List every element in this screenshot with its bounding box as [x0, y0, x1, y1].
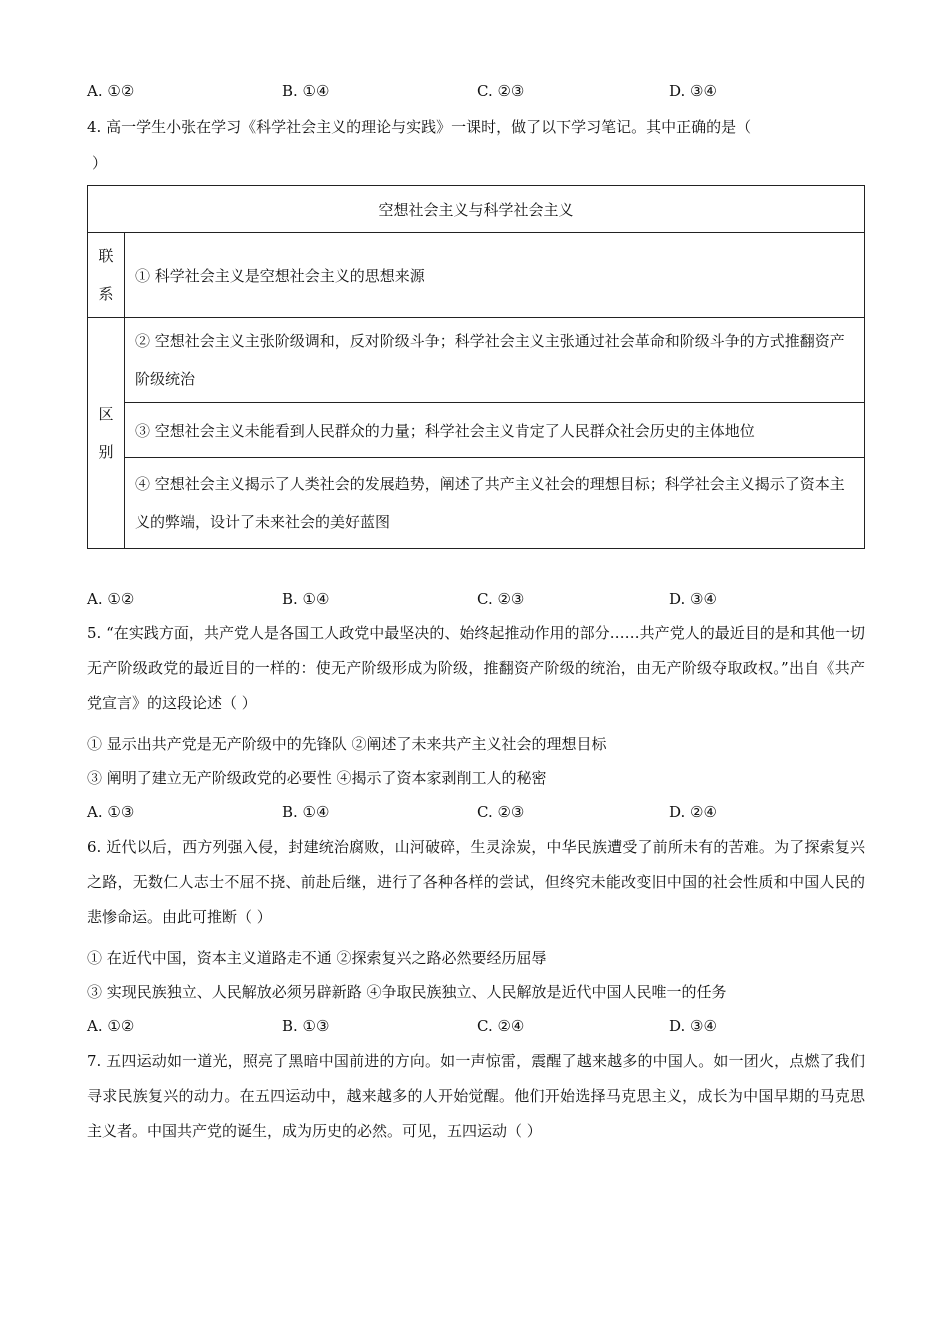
option-c: C. ②③ [477, 803, 525, 821]
q4-notes-table [87, 185, 865, 549]
q4-options [87, 588, 867, 610]
option-b: B. ①④ [282, 803, 330, 821]
q6-stem: 6. 近代以后，西方列强入侵，封建统治腐败，山河破碎，生灵涂炭，中华民族遭受了前所未有的苦难。为了探索复兴之路，无数仁人志士不屈不挠、前赴后继，进行了各种各样的尝试，但终究未能改变旧中国的社会性质和中国人民的悲惨命运。由此可推断（ ） [87, 838, 865, 926]
option-a: A. ①② [87, 1017, 135, 1035]
q5-options [87, 801, 867, 823]
q6-options [87, 1015, 867, 1037]
q6-items-line2: ③ 实现民族独立、人民解放必须另辟新路 ④争取民族独立、人民解放是近代中国人民唯一的任务 [87, 983, 727, 1001]
option-d: D. ②④ [669, 803, 717, 821]
q5-items-line1: ① 显示出共产党是无产阶级中的先锋队 ②阐述了未来共产主义社会的理想目标 [87, 735, 607, 753]
option-d: D. ③④ [669, 82, 717, 100]
option-c: C. ②③ [477, 82, 525, 100]
option-d: D. ③④ [669, 1017, 717, 1035]
option-b: B. ①④ [282, 590, 330, 608]
note-row-3: ③ 空想社会主义未能看到人民群众的力量；科学社会主义肯定了人民群众社会历史的主体地位 [125, 403, 865, 458]
option-c: C. ②③ [477, 590, 525, 608]
option-a: A. ①② [87, 82, 135, 100]
note-row-1: ① 科学社会主义是空想社会主义的思想来源 [125, 233, 865, 318]
label-difference: 区别 [88, 318, 125, 549]
label-link: 联系 [88, 233, 125, 318]
note-row-4: ④ 空想社会主义揭示了人类社会的发展趋势，阐述了共产主义社会的理想目标；科学社会主义揭示了资本主义的弊端，设计了未来社会的美好蓝图 [125, 458, 865, 549]
option-a: A. ①② [87, 590, 135, 608]
q5-stem: 5. “在实践方面，共产党人是各国工人政党中最坚决的、始终起推动作用的部分……共产党人的最近目的是和其他一切无产阶级政党的最近目的一样的：使无产阶级形成为阶级，推翻资产阶级的统治，由无产阶级夺取政权。”出自《共产党宣言》的这段论述（ ） [87, 624, 865, 712]
option-c: C. ②④ [477, 1017, 525, 1035]
option-b: B. ①④ [282, 82, 330, 100]
q5-items-line2: ③ 阐明了建立无产阶级政党的必要性 ④揭示了资本家剥削工人的秘密 [87, 769, 547, 787]
note-row-2: ② 空想社会主义主张阶级调和，反对阶级斗争；科学社会主义主张通过社会革命和阶级斗争的方式推翻资产阶级统治 [125, 318, 865, 403]
q4-stem-line2: ） [92, 154, 108, 172]
q6-items-line1: ① 在近代中国，资本主义道路走不通 ②探索复兴之路必然要经历屈辱 [87, 949, 547, 967]
option-a: A. ①③ [87, 803, 135, 821]
option-b: B. ①③ [282, 1017, 330, 1035]
q3-options [87, 80, 867, 102]
table-header: 空想社会主义与科学社会主义 [88, 186, 865, 233]
q7-stem: 7. 五四运动如一道光，照亮了黑暗中国前进的方向。如一声惊雷，震醒了越来越多的中国人。如一团火，点燃了我们寻求民族复兴的动力。在五四运动中，越来越多的人开始觉醒。他们开始选择马克思主义，成长为中国早期的马克思主义者。中国共产党的诞生，成为历史的必然。可见，五四运动（ ） [87, 1052, 865, 1140]
option-d: D. ③④ [669, 590, 717, 608]
q4-stem-line1: 4. 高一学生小张在学习《科学社会主义的理论与实践》一课时，做了以下学习笔记。其中正确的是（ [87, 118, 752, 136]
